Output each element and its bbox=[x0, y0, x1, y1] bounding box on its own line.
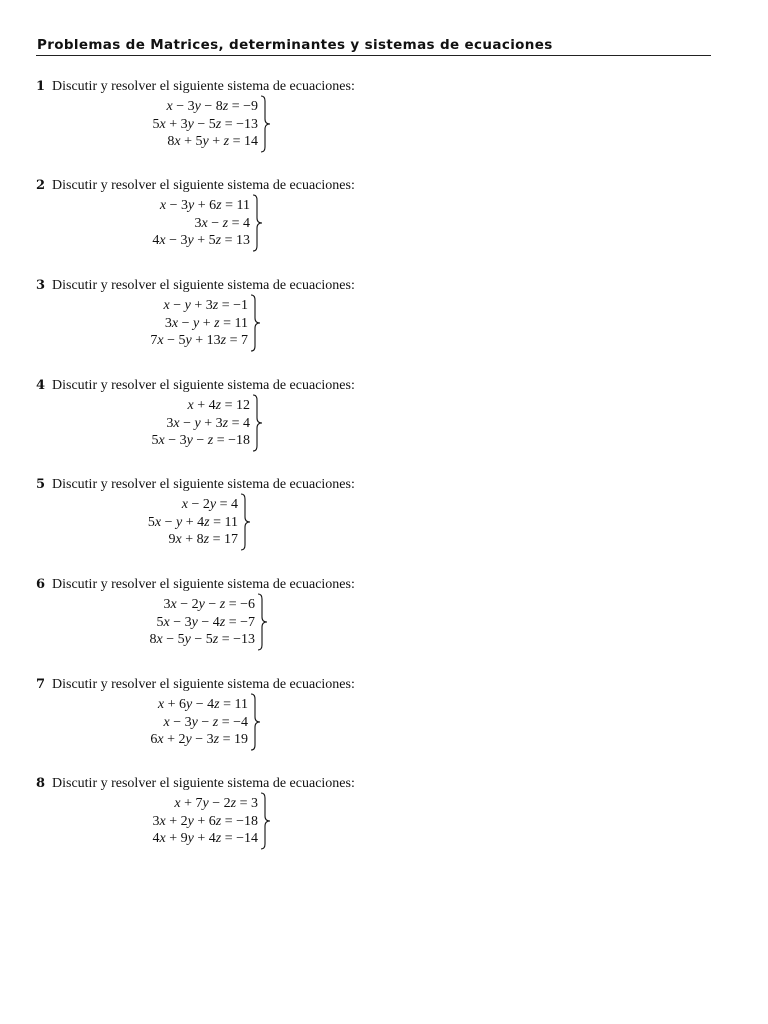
equation-system bbox=[104, 394, 256, 454]
problem-number: 5 bbox=[36, 477, 46, 492]
problem-statement: Discutir y resolver el siguiente sistema de ecuaciones: bbox=[52, 577, 355, 592]
right-brace-icon bbox=[257, 593, 269, 651]
equation-system bbox=[104, 792, 264, 852]
equation-system bbox=[104, 693, 254, 753]
equation: 4x − 3y + 5z = 13 bbox=[152, 233, 250, 248]
problem-5 bbox=[36, 477, 636, 567]
equation-list bbox=[150, 297, 248, 350]
problem-number: 8 bbox=[36, 776, 46, 791]
problem-number: 4 bbox=[36, 378, 46, 393]
equation: x − 3y − 8z = −9 bbox=[166, 99, 258, 114]
problem-4 bbox=[36, 378, 636, 468]
problem-6 bbox=[36, 577, 636, 667]
problem-statement: Discutir y resolver el siguiente sistema de ecuaciones: bbox=[52, 677, 355, 692]
equation: x − 3y + 6z = 11 bbox=[159, 198, 250, 213]
right-brace-icon bbox=[250, 693, 262, 751]
equation-system bbox=[104, 294, 254, 354]
equation: 3x − z = 4 bbox=[194, 215, 250, 231]
equation: x + 4z = 12 bbox=[187, 398, 250, 413]
equation: 5x + 3y − 5z = −13 bbox=[152, 116, 258, 132]
equation-list bbox=[149, 596, 255, 649]
equation: x + 6y − 4z = 11 bbox=[157, 697, 248, 712]
equation-list bbox=[152, 795, 258, 848]
right-brace-icon bbox=[260, 95, 272, 153]
title-divider bbox=[36, 55, 711, 56]
problem-3 bbox=[36, 278, 636, 368]
equation-list bbox=[148, 496, 238, 549]
problem-number: 3 bbox=[36, 278, 46, 293]
equation-system bbox=[104, 194, 256, 254]
problem-8 bbox=[36, 776, 636, 866]
problem-statement: Discutir y resolver el siguiente sistema de ecuaciones: bbox=[52, 178, 355, 193]
equation: 8x − 5y − 5z = −13 bbox=[149, 632, 255, 647]
equation-system bbox=[104, 593, 261, 653]
problem-number: 2 bbox=[36, 178, 46, 193]
page-title: Problemas de Matrices, determinantes y sistemas de ecuaciones bbox=[37, 37, 553, 53]
equation: 3x − 2y − z = −6 bbox=[163, 597, 255, 612]
equation-system bbox=[104, 493, 244, 553]
equation: 5x − y + 4z = 11 bbox=[147, 514, 238, 530]
equation: 4x + 9y + 4z = −14 bbox=[152, 831, 258, 846]
right-brace-icon bbox=[240, 493, 252, 551]
equation-system bbox=[104, 95, 264, 155]
problem-statement: Discutir y resolver el siguiente sistema de ecuaciones: bbox=[52, 776, 355, 791]
equation: 8x + 5y + z = 14 bbox=[167, 134, 258, 149]
equation: 5x − 3y − z = −18 bbox=[151, 433, 250, 448]
equation: 9x + 8z = 17 bbox=[168, 532, 238, 547]
equation-list bbox=[152, 98, 258, 151]
right-brace-icon bbox=[250, 294, 262, 352]
right-brace-icon bbox=[260, 792, 272, 850]
problem-statement: Discutir y resolver el siguiente sistema de ecuaciones: bbox=[52, 477, 355, 492]
right-brace-icon bbox=[252, 194, 264, 252]
problem-number: 6 bbox=[36, 577, 46, 592]
equation: 3x + 2y + 6z = −18 bbox=[152, 813, 258, 829]
equation: 6x + 2y − 3z = 19 bbox=[150, 732, 248, 747]
problem-statement: Discutir y resolver el siguiente sistema de ecuaciones: bbox=[52, 278, 355, 293]
problem-statement: Discutir y resolver el siguiente sistema de ecuaciones: bbox=[52, 378, 355, 393]
equation-list bbox=[152, 197, 250, 250]
problem-2 bbox=[36, 178, 636, 268]
problem-1 bbox=[36, 79, 636, 169]
right-brace-icon bbox=[252, 394, 264, 452]
equation: 7x − 5y + 13z = 7 bbox=[150, 333, 248, 348]
problem-7 bbox=[36, 677, 636, 767]
equation: x − 2y = 4 bbox=[181, 497, 238, 512]
equation: x + 7y − 2z = 3 bbox=[174, 796, 258, 811]
problem-number: 7 bbox=[36, 677, 46, 692]
equation: x − y + 3z = −1 bbox=[163, 298, 248, 313]
equation-list bbox=[151, 397, 250, 450]
problem-number: 1 bbox=[36, 79, 46, 94]
equation: x − 3y − z = −4 bbox=[163, 714, 248, 730]
equation: 3x − y + 3z = 4 bbox=[166, 415, 250, 431]
equation: 3x − y + z = 11 bbox=[164, 315, 248, 331]
problem-statement: Discutir y resolver el siguiente sistema de ecuaciones: bbox=[52, 79, 355, 94]
equation-list bbox=[150, 696, 248, 749]
equation: 5x − 3y − 4z = −7 bbox=[156, 614, 255, 630]
